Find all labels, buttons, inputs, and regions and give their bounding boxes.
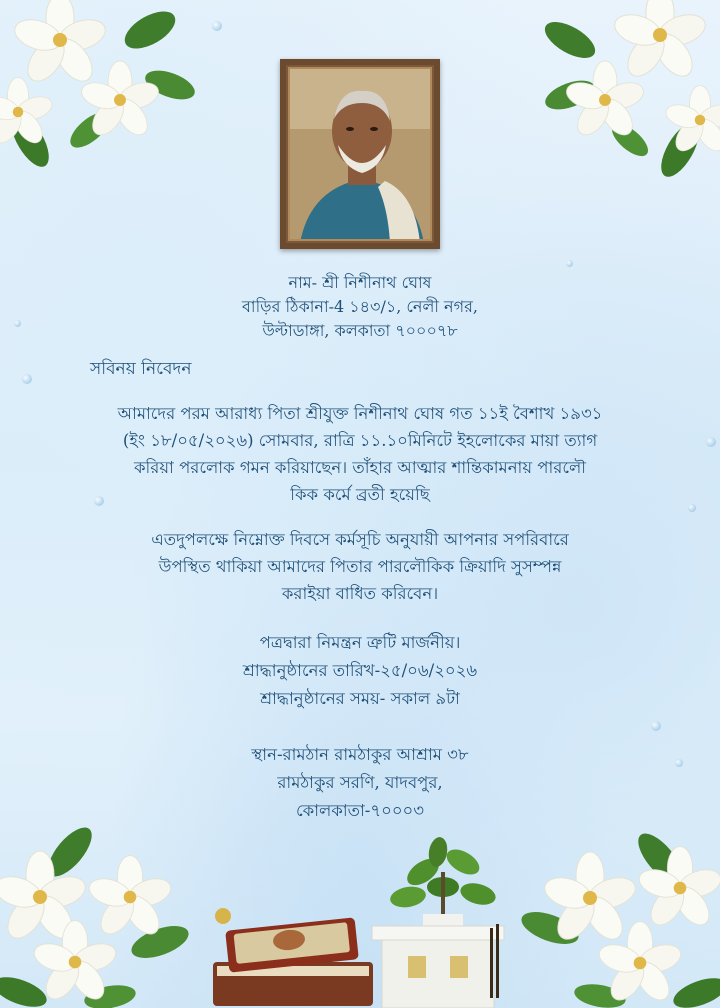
white-jasmine-flowers-icon [0,0,200,175]
paragraph-line: আমাদের পরম আরাধ্য পিতা শ্রীযুক্ত নিশীনাথ ঘোষ গত ১১ই বৈশাখ ১৯৩১ [117,404,603,423]
religious-books-icon [205,900,380,1008]
bubble-decoration [651,721,661,731]
ceremony-details [0,629,720,713]
white-jasmine-flowers-icon [530,0,720,180]
paragraph-line: করিয়া পরলোক গমন করিয়াছেন। তাঁহার আত্মার শান্তিকামনায় পারলৌ [133,458,587,477]
ceremony-date: শ্রাদ্ধানুষ্ঠানের তারিখ-২৫/০৬/২০২৬ [242,661,478,680]
name-line: নাম- শ্রী নিশীনাথ ঘোষ [288,273,432,292]
paragraph-line: এতদুপলক্ষে নিম্নোক্ত দিবসে কর্মসূচি অনুযায়ী আপনার সপরিবারে [151,530,569,549]
paragraph-line: উপস্থিত থাকিয়া আমাদের পিতার পারলৌকিক ক্রিয়াদি সুসম্পন্ন [158,557,562,576]
venue-line: রামঠাকুর সরণি, যাদবপুর, [277,773,443,792]
invitation-paragraph [0,526,720,607]
venue-details [0,741,720,825]
address-line-2: উল্টাডাঙ্গা, কলকাতা ৭০০০৭৮ [262,321,458,340]
paragraph-line: কিক কর্মে ব্রতী হয়েছি [290,485,430,504]
paragraph-line: করাইয়া বাধিত করিবেন। [281,584,439,603]
venue-line: কোলকাতা-৭০০০৩ [295,801,425,820]
white-jasmine-flowers-icon [0,822,210,1008]
white-jasmine-flowers-icon [520,828,720,1008]
apology-line: পত্রদ্বারা নিমন্ত্রন ত্রুটি মার্জনীয়। [259,633,461,652]
paragraph-line: (ইং ১৮/০৫/২০২৬) সোমবার, রাত্রি ১১.১০মিনিটে ইহলোকের মায়া ত্যাগ [122,431,598,450]
salutation: সবিনয় নিবেদন [90,359,192,379]
venue-line: স্থান-রামঠান রামঠাকুর আশ্রাম ৩৮ [251,745,469,764]
deceased-details [0,271,720,343]
announcement-paragraph [0,400,720,508]
bubble-decoration [22,374,32,384]
bubble-decoration [212,21,222,31]
address-line-1: বাড়ির ঠিকানা-4 ১৪৩/১, নেলী নগর, [242,297,478,316]
ceremony-time: শ্রাদ্ধানুষ্ঠানের সময়- সকাল ৯টা [260,689,460,708]
tulsi-plant-altar-icon [368,832,528,1008]
elderly-man-photo-icon [290,69,432,241]
bubble-decoration [566,260,573,267]
portrait-frame [280,59,440,249]
